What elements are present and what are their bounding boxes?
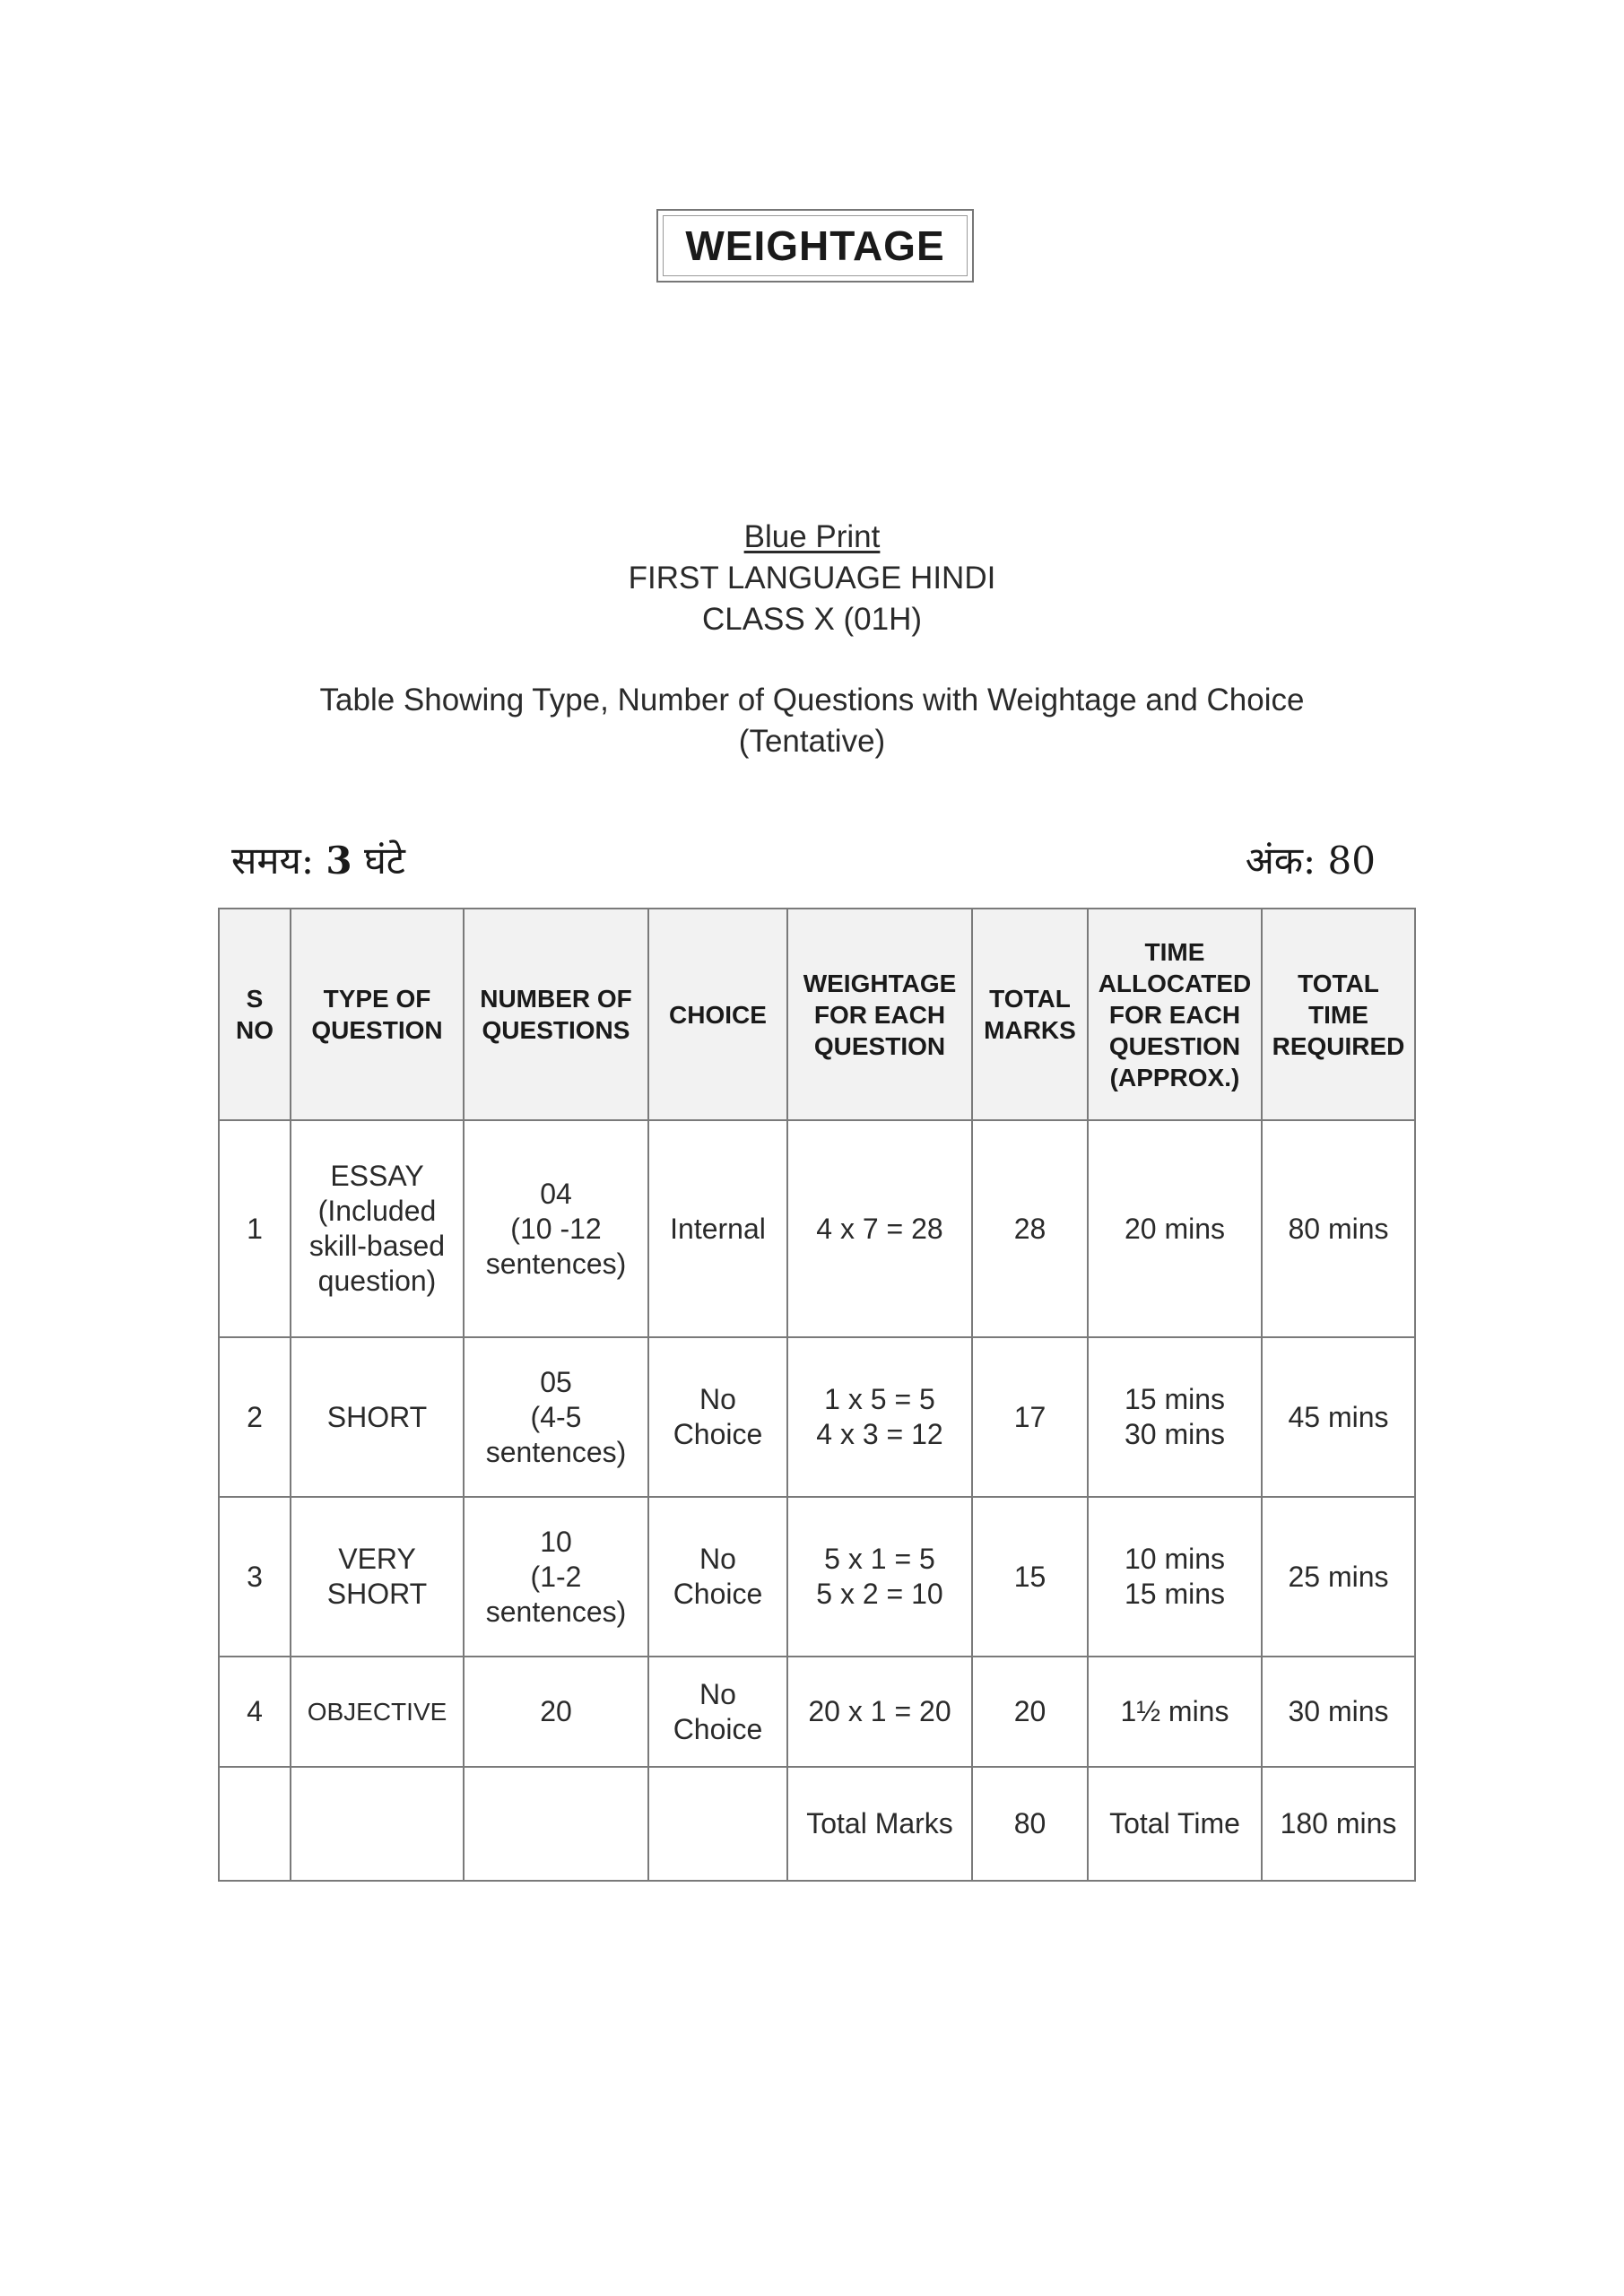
cell-total-marks: 15 bbox=[972, 1497, 1088, 1657]
cell-number: 04 (10 -12 sentences) bbox=[464, 1120, 648, 1337]
table-row bbox=[219, 1120, 1415, 1337]
header-weightage: WEIGHTAGE FOR EACH QUESTION bbox=[787, 909, 972, 1120]
header-choice: CHOICE bbox=[648, 909, 787, 1120]
table-header-row bbox=[219, 909, 1415, 1120]
cell-number: 20 bbox=[464, 1657, 648, 1767]
cell-choice: Internal bbox=[648, 1120, 787, 1337]
cell-time-allocated: 20 mins bbox=[1088, 1120, 1262, 1337]
header-type: TYPE OF QUESTION bbox=[291, 909, 464, 1120]
time-label: समय: bbox=[231, 839, 315, 883]
cell-total-time: 25 mins bbox=[1262, 1497, 1415, 1657]
cell-total-time: 30 mins bbox=[1262, 1657, 1415, 1767]
cell-total-time: 80 mins bbox=[1262, 1120, 1415, 1337]
blueprint-table bbox=[218, 908, 1416, 1882]
cell-total-time: 45 mins bbox=[1262, 1337, 1415, 1497]
marks-label: अंक: bbox=[1245, 839, 1316, 883]
blue-print-heading: Blue Print bbox=[743, 519, 881, 554]
cell-number: 05 (4-5 sentences) bbox=[464, 1337, 648, 1497]
cell-weightage: 1 x 5 = 5 4 x 3 = 12 bbox=[787, 1337, 972, 1497]
heading-block bbox=[0, 517, 1624, 762]
cell-weightage: 4 x 7 = 28 bbox=[787, 1120, 972, 1337]
cell-weightage: 20 x 1 = 20 bbox=[787, 1657, 972, 1767]
cell-empty bbox=[219, 1767, 291, 1881]
cell-sno: 4 bbox=[219, 1657, 291, 1767]
cell-weightage: 5 x 1 = 5 5 x 2 = 10 bbox=[787, 1497, 972, 1657]
total-time-label: Total Time bbox=[1088, 1767, 1262, 1881]
meta-row bbox=[231, 834, 1376, 888]
description-line-2: (Tentative) bbox=[738, 724, 886, 759]
title-box bbox=[656, 209, 974, 283]
header-sno: S NO bbox=[219, 909, 291, 1120]
table-row bbox=[219, 1337, 1415, 1497]
marks-value: 80 bbox=[1327, 839, 1376, 883]
cell-time-allocated: 10 mins 15 mins bbox=[1088, 1497, 1262, 1657]
total-marks-label: Total Marks bbox=[787, 1767, 972, 1881]
cell-sno: 3 bbox=[219, 1497, 291, 1657]
cell-time-allocated: 1½ mins bbox=[1088, 1657, 1262, 1767]
cell-type: VERY SHORT bbox=[291, 1497, 464, 1657]
cell-number: 10 (1-2 sentences) bbox=[464, 1497, 648, 1657]
cell-type: OBJECTIVE bbox=[291, 1657, 464, 1767]
cell-choice: No Choice bbox=[648, 1657, 787, 1767]
table-row bbox=[219, 1497, 1415, 1657]
cell-choice: No Choice bbox=[648, 1337, 787, 1497]
header-number: NUMBER OF QUESTIONS bbox=[464, 909, 648, 1120]
cell-sno: 1 bbox=[219, 1120, 291, 1337]
cell-sno: 2 bbox=[219, 1337, 291, 1497]
class-heading: CLASS X (01H) bbox=[701, 602, 923, 637]
table-row bbox=[219, 1657, 1415, 1767]
total-time-value: 180 mins bbox=[1262, 1767, 1415, 1881]
table-totals-row bbox=[219, 1767, 1415, 1881]
page-title: WEIGHTAGE bbox=[663, 215, 968, 276]
cell-empty bbox=[291, 1767, 464, 1881]
description-line-1: Table Showing Type, Number of Questions with Weightage and Choice bbox=[319, 683, 1305, 718]
subject-heading: FIRST LANGUAGE HINDI bbox=[628, 561, 996, 596]
total-marks-value: 80 bbox=[972, 1767, 1088, 1881]
cell-total-marks: 20 bbox=[972, 1657, 1088, 1767]
cell-empty bbox=[648, 1767, 787, 1881]
header-total-time: TOTAL TIME REQUIRED bbox=[1262, 909, 1415, 1120]
time-unit: घंटे bbox=[363, 839, 405, 883]
time-value: 3 bbox=[326, 839, 352, 883]
cell-empty bbox=[464, 1767, 648, 1881]
cell-type: ESSAY (Included skill-based question) bbox=[291, 1120, 464, 1337]
cell-total-marks: 28 bbox=[972, 1120, 1088, 1337]
header-total-marks: TOTAL MARKS bbox=[972, 909, 1088, 1120]
header-time-allocated: TIME ALLOCATED FOR EACH QUESTION (APPROX.) bbox=[1088, 909, 1262, 1120]
cell-type: SHORT bbox=[291, 1337, 464, 1497]
cell-time-allocated: 15 mins 30 mins bbox=[1088, 1337, 1262, 1497]
cell-total-marks: 17 bbox=[972, 1337, 1088, 1497]
time-info bbox=[231, 834, 405, 885]
cell-choice: No Choice bbox=[648, 1497, 787, 1657]
marks-info bbox=[1246, 834, 1376, 885]
